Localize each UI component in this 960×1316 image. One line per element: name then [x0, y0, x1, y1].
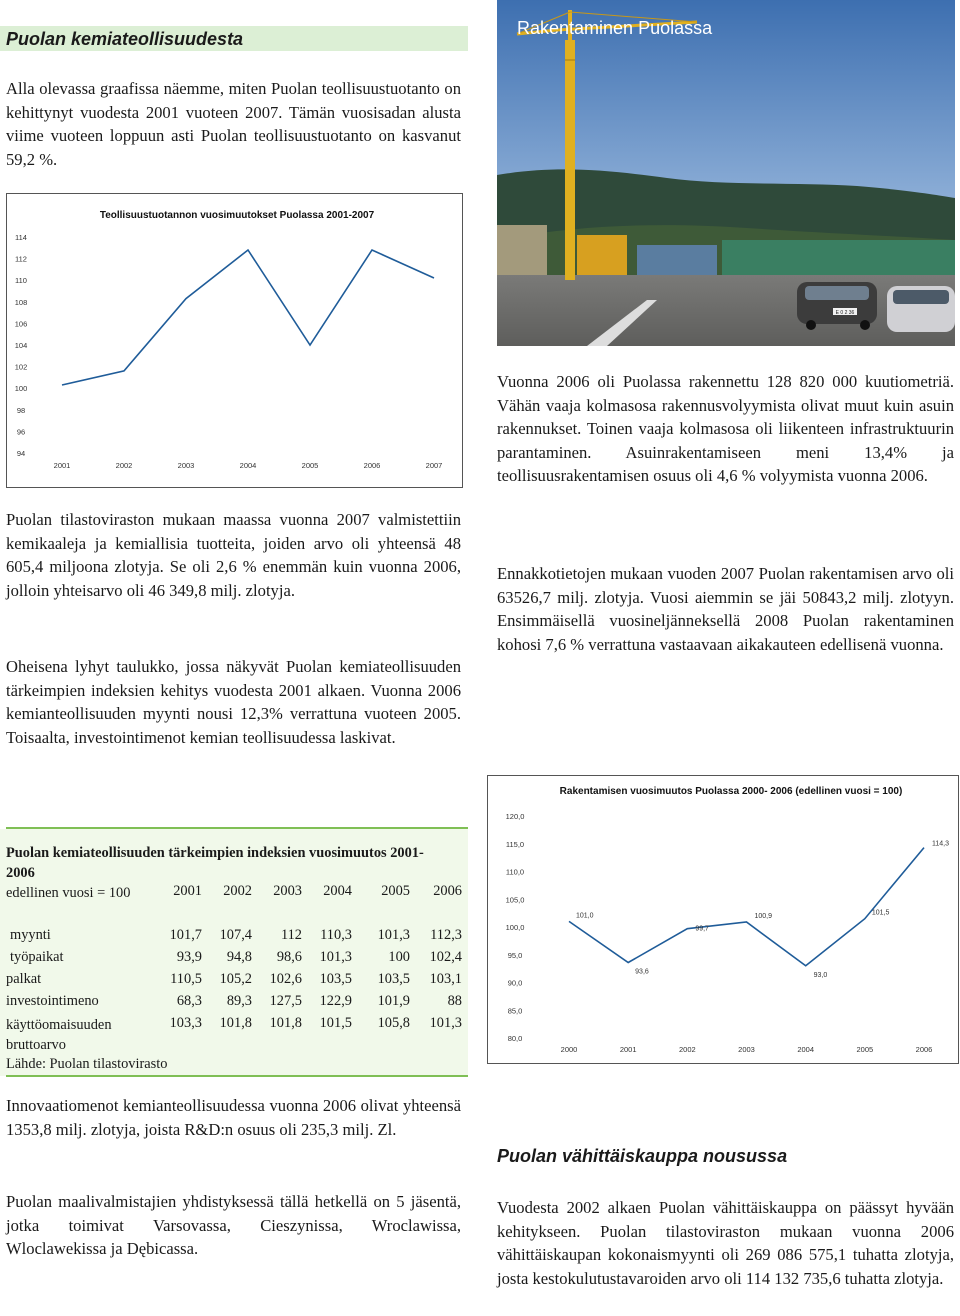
right-section-title: Rakentaminen Puolassa: [517, 18, 713, 38]
table-year-header: 2005: [381, 883, 410, 899]
y-tick-label: 105,0: [505, 895, 525, 905]
y-tick-label: 102: [14, 362, 28, 372]
x-tick-label: 2007: [425, 461, 443, 470]
data-label: 101,0: [576, 912, 594, 920]
data-label: 114,3: [932, 840, 949, 848]
index-table-bottomline: [6, 1075, 468, 1077]
x-tick-label: 2001: [53, 461, 71, 470]
table-cell: 94,8: [226, 949, 252, 965]
table-header-row: [6, 883, 462, 927]
y-tick-label: 95,0: [507, 950, 523, 960]
retail-paragraph: Vuodesta 2002 alkaen Puolan vähittäiskauppa on päässyt hyvään kehitykseen. Puolan tilastoviraston mukaan vuonna 2006 vähittäiskaupan kokonaismyynti oli 269 086 575,1 tuhatta zlotyja, josta kestokulutustavaroiden arvo oli 114 132 735,6 tuhatta zlotyja.: [497, 1198, 954, 1288]
left-section-title: Puolan kemiateollisuudesta: [6, 29, 244, 49]
industrial-production-chart-svg: [7, 194, 462, 487]
index-table-wrap: [6, 883, 462, 1057]
chart-title: Teollisuustuotannon vuosimuutokset Puolassa 2001-2007: [99, 210, 375, 221]
y-tick-label: 112: [15, 254, 27, 264]
chart-title: Rakentamisen vuosimuutos Puolassa 2000- 2006 (edellinen vuosi = 100): [559, 786, 903, 797]
table-row: [6, 971, 462, 993]
table-cell: 105,8: [377, 1015, 410, 1031]
table-cell: 110,3: [320, 927, 352, 943]
y-tick-label: 106: [14, 319, 28, 329]
table-cell: 103,5: [377, 971, 410, 987]
table-year-header: 2006: [433, 883, 462, 899]
construction-photo: [497, 0, 955, 346]
x-tick-label: 2004: [239, 461, 257, 470]
table-cell: 103,1: [429, 971, 462, 987]
table-year-header: 2003: [273, 883, 302, 899]
row-label: myynti: [10, 927, 51, 943]
table-cell: 101,5: [319, 1015, 352, 1031]
construction-value-paragraph: Ennakkotietojen mukaan vuoden 2007 Puolan rakentamisen arvo oli 63526,7 milj. zlotyja. Vuosi aiemmin se jäi 50843,2 milj. zlotyyn. Ensimmäisellä vuosineljänneksellä 2008 Puolan rakentaminen kohosi 7,6 % verrattuna vastaavaan aikakauteen edellisenä vuonna.: [497, 564, 954, 654]
retail-section-title: Puolan vähittäiskauppa nousussa: [497, 1146, 788, 1166]
table-source: Lähde: Puolan tilastovirasto: [6, 1056, 168, 1072]
construction-change-chart: [487, 775, 959, 1064]
table-row: [6, 1015, 462, 1057]
x-tick-label: 2003: [177, 461, 195, 470]
table-cell: 127,5: [269, 993, 302, 1009]
y-tick-label: 120,0: [505, 812, 525, 821]
y-tick-label: 85,0: [507, 1006, 523, 1016]
table-row: [6, 927, 462, 949]
table-cell: 93,9: [176, 949, 202, 965]
index-table-title: Puolan kemiateollisuuden tärkeimpien indeksien vuosimuutos 2001-2006: [6, 845, 424, 881]
series-line: [569, 848, 924, 966]
paint-association-paragraph: Puolan maalivalmistajien yhdistyksessä tällä hetkellä on 5 jäsentä, jotka toimivat Varsovassa, Cieszynissa, Wroclawissa, Wloclawekissa ja Dębicassa.: [6, 1192, 461, 1259]
x-tick-label: 2002: [678, 1045, 696, 1054]
table-row: [6, 949, 462, 971]
y-tick-label: 110,0: [505, 867, 525, 877]
y-tick-label: 100,0: [505, 923, 525, 932]
table-cell: 110,5: [170, 971, 202, 987]
x-tick-label: 2006: [363, 461, 381, 470]
y-tick-label: 80,0: [507, 1034, 523, 1043]
x-tick-label: 2000: [560, 1045, 578, 1054]
table-intro-paragraph: Oheisena lyhyt taulukko, jossa näkyvät Puolan kemiateollisuuden tärkeimpien indeksien kehitys vuodesta 2001 alkaen. Vuonna 2006 kemianteollisuuden myynti nousi 12,3% verrattuna vuoteen 2005. Toisaalta, investointimenot kemian teollisuudessa laskivat.: [6, 657, 461, 747]
x-tick-label: 2001: [619, 1045, 637, 1054]
x-tick-label: 2006: [915, 1045, 933, 1054]
data-label: 99,7: [695, 925, 709, 933]
table-cell: 105,2: [219, 971, 252, 987]
row-label: investointimeno: [6, 993, 99, 1009]
y-tick-label: 98: [16, 405, 26, 415]
row-label: palkat: [6, 971, 42, 987]
table-cell: 103,3: [169, 1015, 202, 1031]
x-tick-label: 2005: [301, 461, 319, 470]
x-tick-label: 2005: [856, 1045, 874, 1054]
table-cell: 102,6: [269, 971, 302, 987]
x-tick-label: 2003: [738, 1045, 755, 1054]
data-label: 101,5: [871, 909, 890, 917]
data-label: 100,9: [754, 913, 773, 921]
table-cell: 88: [447, 993, 462, 1009]
table-cell: 101,3: [429, 1015, 462, 1031]
table-cell: 100: [388, 949, 410, 965]
table-row: [6, 993, 462, 1015]
y-tick-label: 115,0: [505, 839, 525, 849]
table-cell: 102,4: [429, 949, 462, 965]
intro-paragraph: Alla olevassa graafissa näemme, miten Puolan teollisuustuotanto on kehittynyt vuodesta 2001 vuoteen 2007. Tämän vuosisadan alusta viime vuoteen loppuun asti Puolan teollisuustuotanto on kasvanut 59,2 %.: [6, 79, 461, 169]
y-tick-label: 108: [14, 297, 28, 307]
license-plate-text: E 0 2 36: [835, 310, 855, 316]
table-cell: 112: [280, 927, 302, 943]
construction-change-chart-svg: [488, 776, 958, 1063]
table-cell: 101,3: [377, 927, 410, 943]
table-cell: 101,8: [219, 1015, 252, 1031]
index-table: [6, 883, 462, 1057]
table-cell: 101,8: [269, 1015, 302, 1031]
data-label: 93,6: [635, 968, 649, 976]
table-cell: 89,3: [226, 993, 252, 1009]
y-tick-label: 110: [15, 276, 27, 286]
table-cell: 103,5: [319, 971, 352, 987]
table-year-header: 2004: [323, 883, 352, 899]
construction-photo-svg: [497, 0, 955, 346]
x-tick-label: 2002: [115, 461, 133, 470]
table-cell: 68,3: [176, 993, 202, 1009]
y-tick-label: 114: [15, 233, 27, 242]
y-tick-label: 104: [14, 341, 28, 350]
table-year-header: 2001: [173, 883, 202, 899]
table-cell: 112,3: [430, 927, 462, 943]
table-cell: 107,4: [219, 927, 252, 943]
industrial-production-chart: [6, 193, 463, 488]
y-tick-label: 96: [16, 427, 26, 437]
table-cell: 101,9: [377, 993, 410, 1009]
table-cell: 101,7: [169, 927, 202, 943]
x-tick-label: 2004: [797, 1045, 815, 1054]
construction-volume-paragraph: Vuonna 2006 oli Puolassa rakennettu 128 820 000 kuutiometriä. Vähän vaaja kolmasosa rakennusvolyymista olivat muut kuin asuin rakennukset. Toinen vaaja kolmasosa oli liikenteen infrastruktuurin parantaminen. Asuinrakentamiseen meni 13,4% ja teollisuusrakentamisen osuus oli 4,6 % volyymista vuonna 2006.: [497, 372, 954, 486]
table-year-header: 2002: [223, 883, 252, 899]
row-label: käyttöomaisuuden bruttoarvo: [6, 1017, 112, 1053]
table-cell: 101,3: [319, 949, 352, 965]
y-tick-label: 100: [14, 384, 28, 394]
table-header-label: edellinen vuosi = 100: [6, 885, 131, 901]
row-label: työpaikat: [10, 949, 64, 965]
table-cell: 122,9: [319, 993, 352, 1009]
chemicals-paragraph: Puolan tilastoviraston mukaan maassa vuonna 2007 valmistettiin kemikaaleja ja kemiallisia tuotteita, joiden arvo oli yhteensä 48 605,4 miljoona zlotyja. Se oli 2,6 % enemmän kuin vuonna 2006, jolloin yhteisarvo oli 46 349,8 milj. zlotyja.: [6, 510, 461, 600]
data-label: 93,0: [813, 971, 828, 979]
innovation-paragraph: Innovaatiomenot kemianteollisuudessa vuonna 2006 olivat yhteensä 1353,8 milj. zlotyja, joista R&D:n osuus oli 235,3 milj. Zl.: [6, 1096, 461, 1139]
y-tick-label: 90,0: [507, 978, 523, 988]
table-cell: 98,6: [276, 949, 302, 965]
y-tick-label: 94: [16, 449, 26, 458]
series-line: [62, 250, 434, 385]
